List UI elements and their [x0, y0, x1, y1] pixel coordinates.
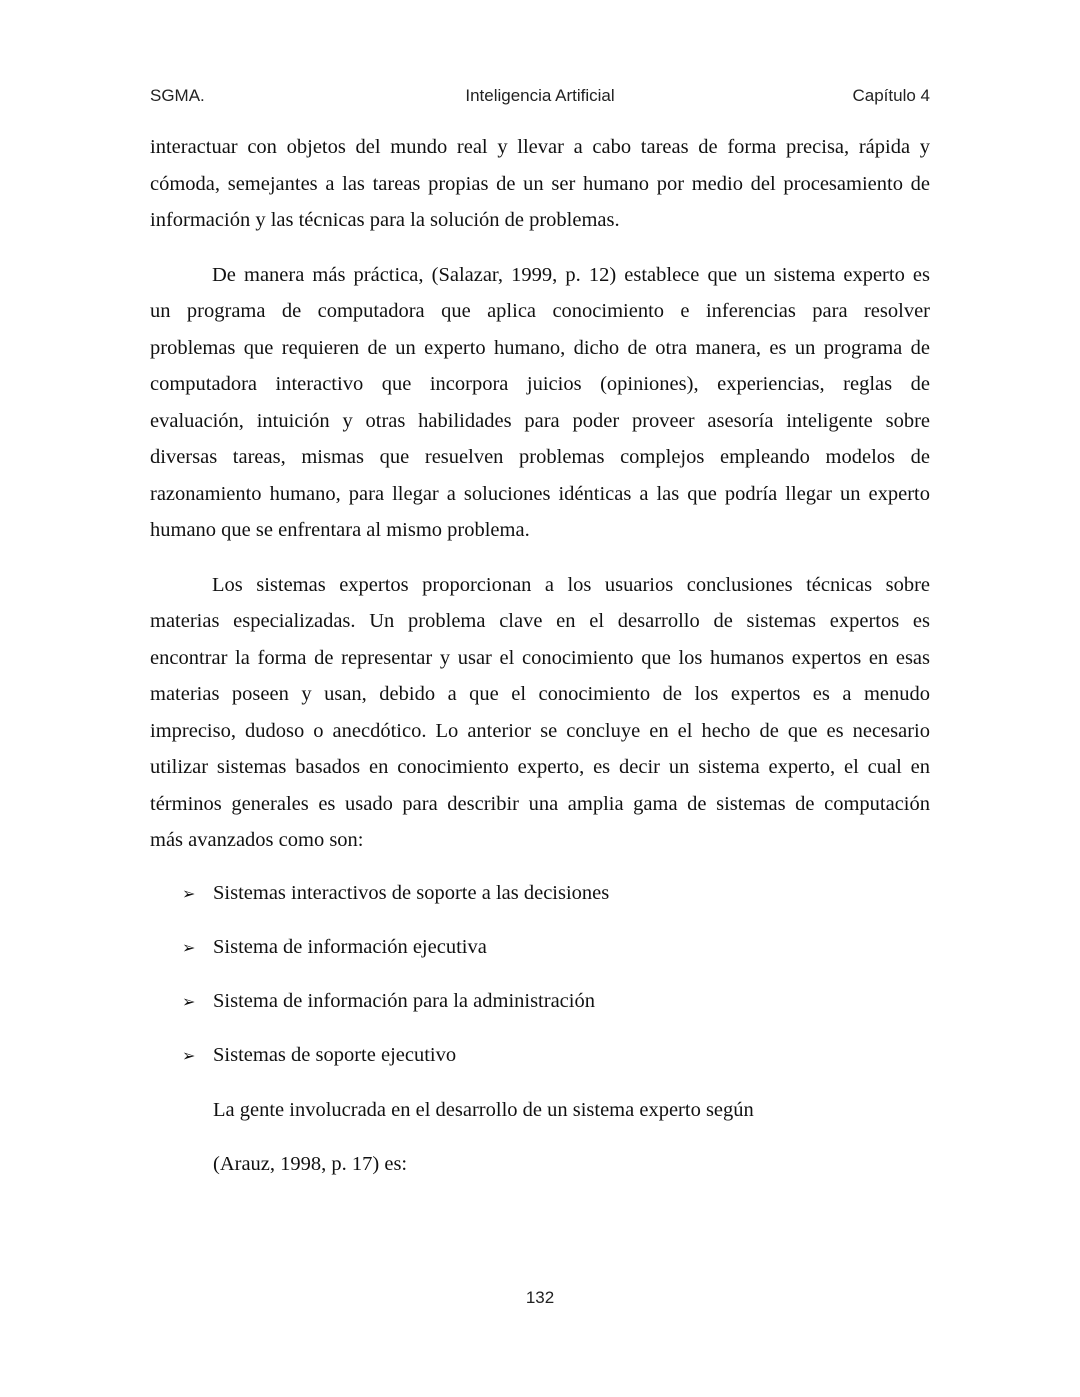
bullet-item: [182, 929, 487, 966]
header-left: SGMA.: [150, 86, 205, 105]
text-line: De manera más práctica, (Salazar, 1999, p. 12) establece que un sistema experto es: [212, 263, 930, 286]
body-text: [150, 129, 930, 877]
bullet-item: [182, 1037, 456, 1074]
text-line: evaluación, intuición y otras habilidades para poder proveer asesoría inteligente sobre: [150, 409, 930, 432]
text-line: cómoda, semejantes a las tareas propias de un ser humano por medio del procesamiento de: [150, 172, 930, 195]
arrow-bullet-icon: ➢: [182, 1046, 196, 1065]
text-line: Los sistemas expertos proporcionan a los usuarios conclusiones técnicas sobre: [212, 573, 930, 596]
arrow-bullet-icon: ➢: [182, 938, 196, 957]
paragraph: [150, 567, 930, 859]
closing-line-1: La gente involucrada en el desarrollo de un sistema experto según: [213, 1099, 754, 1121]
text-line: utilizar sistemas basados en conocimiento experto, es decir un sistema experto, el cual en: [150, 756, 930, 778]
text-line: materias poseen y usan, debido a que el conocimiento de los expertos es a menudo: [150, 683, 930, 705]
paragraph: [150, 257, 930, 549]
arrow-bullet-icon: ➢: [182, 884, 196, 903]
header-chapter: Capítulo 4: [852, 86, 930, 105]
text-line: más avanzados como son:: [150, 829, 364, 851]
header-title: Inteligencia Artificial: [465, 86, 615, 105]
arrow-bullet-icon: ➢: [182, 992, 196, 1011]
bullet-text: Sistemas de soporte ejecutivo: [213, 1044, 457, 1066]
text-line: humano que se enfrentara al mismo problema.: [150, 519, 530, 541]
page-number: 132: [525, 1288, 555, 1307]
text-line: diversas tareas, mismas que resuelven problemas complejos empleando modelos de: [150, 446, 930, 468]
closing-line-2: (Arauz, 1998, p. 17) es:: [213, 1153, 408, 1175]
bullet-text: Sistema de información para la administración: [213, 990, 595, 1012]
bullet-item: [182, 875, 609, 912]
text-line: términos generales es usado para describir una amplia gama de sistemas de computación: [150, 792, 930, 815]
text-line: razonamiento humano, para llegar a soluciones idénticas a las que podría llegar un experto: [150, 482, 930, 505]
text-line: encontrar la forma de representar y usar el conocimiento que los humanos expertos en esas: [150, 646, 930, 669]
text-line: interactuar con objetos del mundo real y llevar a cabo tareas de forma precisa, rápida y: [150, 136, 930, 158]
text-line: un programa de computadora que aplica conocimiento e inferencias para resolver: [150, 300, 930, 322]
text-line: impreciso, dudoso o anecdótico. Lo anterior se concluye en el hecho de que es necesario: [150, 719, 930, 742]
text-line: computadora interactivo que incorpora juicios (opiniones), experiencias, reglas de: [150, 373, 930, 395]
text-line: información y las técnicas para la solución de problemas.: [150, 209, 620, 231]
paragraph: [150, 129, 930, 239]
text-line: materias especializadas. Un problema clave en el desarrollo de sistemas expertos es: [150, 610, 930, 632]
text-line: problemas que requieren de un experto humano, dicho de otra manera, es un programa de: [150, 336, 930, 359]
bullet-text: Sistema de información ejecutiva: [213, 936, 487, 958]
bullet-text: Sistemas interactivos de soporte a las decisiones: [213, 882, 610, 904]
bullet-item: [182, 983, 595, 1020]
